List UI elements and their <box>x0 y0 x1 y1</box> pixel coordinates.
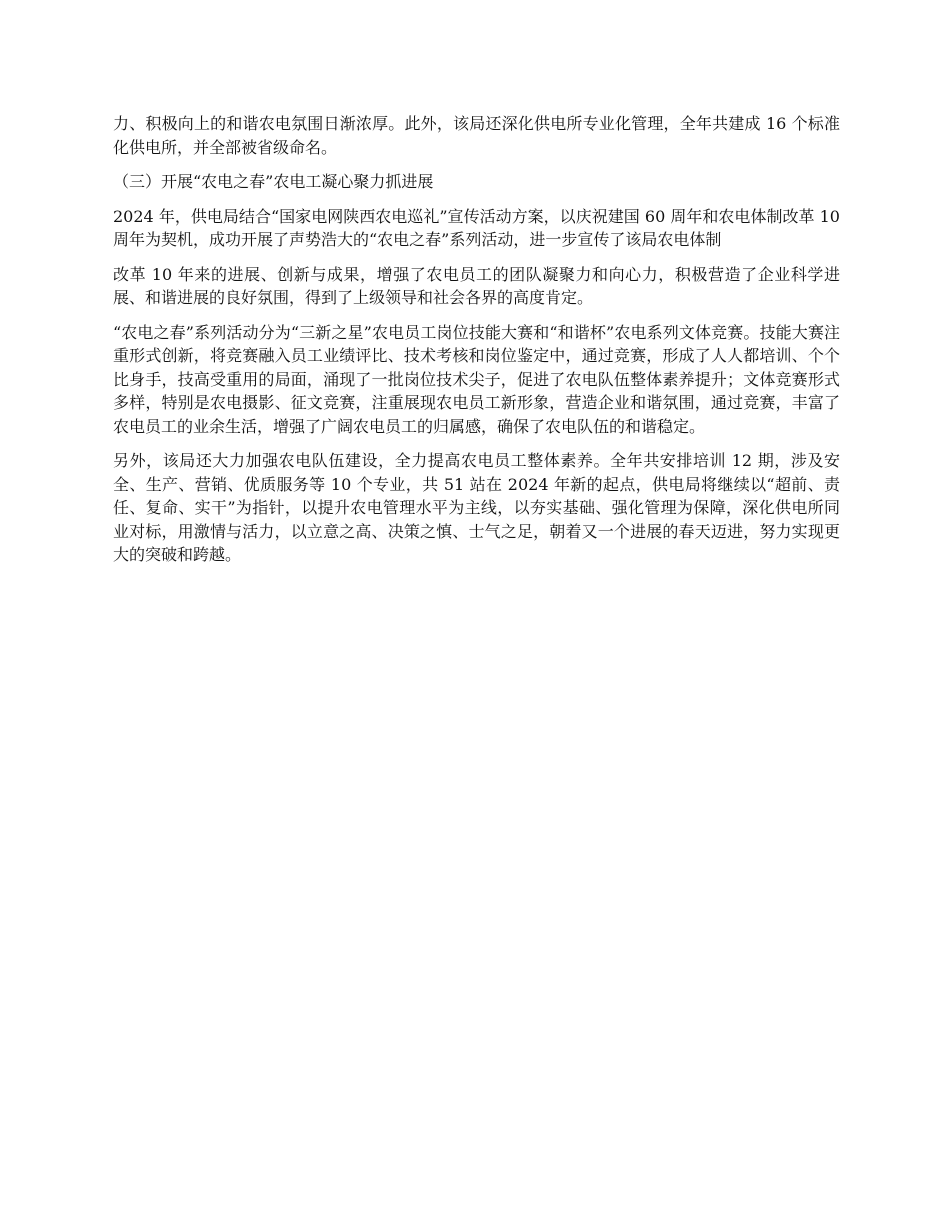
paragraph: 另外，该局还大力加强农电队伍建设，全力提高农电员工整体素养。全年共安排培训 12 期，涉及安全、生产、营销、优质服务等 10 个专业，共 51 站在 2024 年新的起点，供电局将继续以“超前、责任、复命、实干”为指针，以提升农电管理水平为主线，以夯实基础、强化管理为保障，深化供电所同业对标，用激情与活力，以立意之高、决策之慎、士气之足，朝着又一个进展的春天迈进，努力实现更大的突破和跨越。 <box>113 451 840 564</box>
paragraph: 改革 10 年来的进展、创新与成果，增强了农电员工的团队凝聚力和向心力，积极营造了企业科学进展、和谐进展的良好氛围，得到了上级领导和社会各界的高度肯定。 <box>113 264 840 307</box>
paragraph: 2024 年，供电局结合“国家电网陕西农电巡礼”宣传活动方案，以庆祝建国 60 周年和农电体制改革 10 周年为契机，成功开展了声势浩大的“农电之春”系列活动，进一步宣传了该局农电体制 <box>113 206 840 249</box>
paragraph: “农电之春”系列活动分为“三新之星”农电员工岗位技能大赛和“和谐杯”农电系列文体竞赛。技能大赛注重形式创新，将竞赛融入员工业绩评比、技术考核和岗位鉴定中，通过竞赛，形成了人人都培训、个个比身手，技高受重用的局面，涌现了一批岗位技术尖子，促进了农电队伍整体素养提升；文体竞赛形式多样，特别是农电摄影、征文竞赛，注重展现农电员工新形象，营造企业和谐氛围，通过竞赛，丰富了农电员工的业余生活，增强了广阔农电员工的归属感，确保了农电队伍的和谐稳定。 <box>113 322 840 436</box>
document-page <box>113 112 840 578</box>
section-heading: （三）开展“农电之春”农电工凝心聚力抓进展 <box>113 172 434 191</box>
paragraph-continuation: 力、积极向上的和谐农电氛围日渐浓厚。此外，该局还深化供电所专业化管理，全年共建成 16 个标准化供电所，并全部被省级命名。 <box>113 114 840 157</box>
